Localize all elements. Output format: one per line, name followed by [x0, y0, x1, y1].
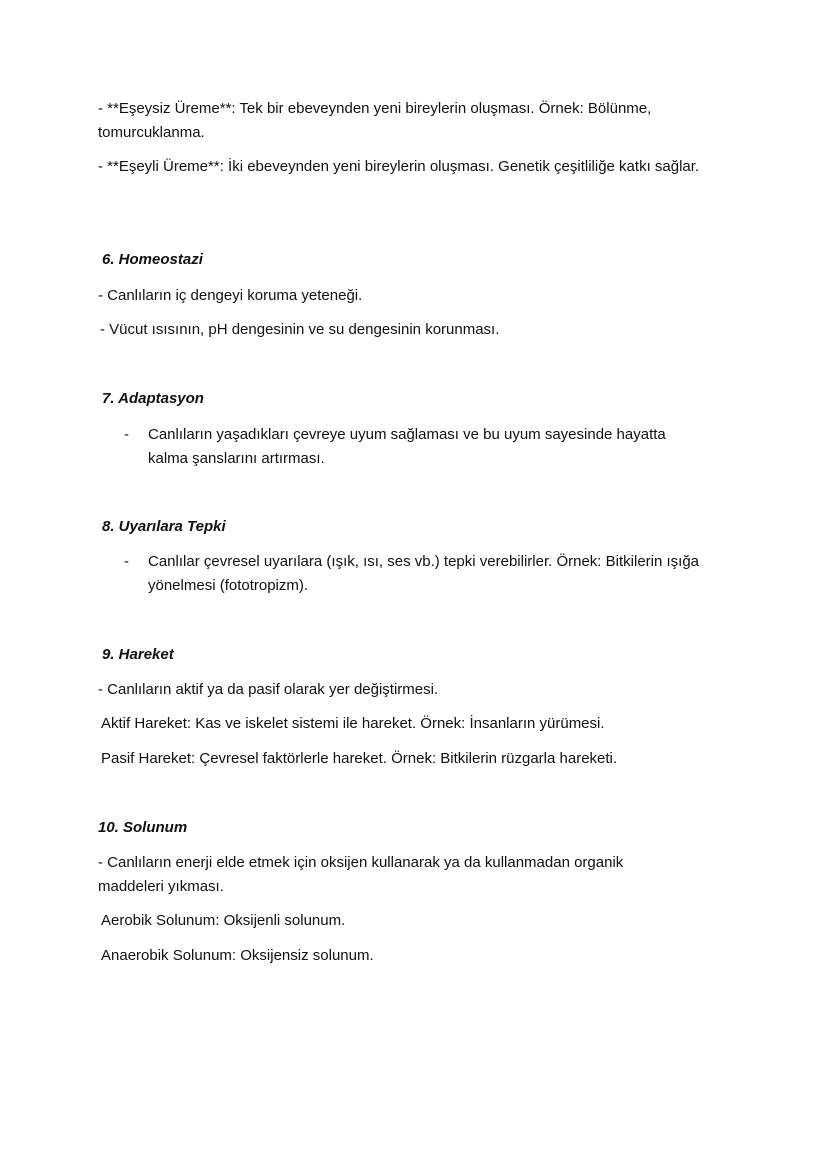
asexual-reproduction-text: - **Eşeysiz Üreme**: Tek bir ebeveynden yeni bireylerin oluşması. Örnek: Bölünme, tomurcuklanma. — [98, 100, 652, 141]
homeostasis-line-1: - Canlıların iç dengeyi koruma yeteneği. — [98, 287, 363, 304]
response-heading: 8. Uyarılara Tepki — [102, 518, 226, 535]
respiration-line-2: Aerobik Solunum: Oksijenli solunum. — [101, 912, 346, 929]
response-bullet: - — [124, 553, 129, 570]
homeostasis-line-2: - Vücut ısısının, pH dengesinin ve su dengesinin korunması. — [100, 321, 500, 338]
movement-line-1: - Canlıların aktif ya da pasif olarak yer değiştirmesi. — [98, 681, 439, 698]
adaptation-heading: 7. Adaptasyon — [102, 390, 204, 407]
response-text: Canlılar çevresel uyarılara (ışık, ısı, ses vb.) tepki verebilirler. Örnek: Bitkilerin ışığa yönelmesi (fototropizm). — [148, 553, 700, 594]
movement-heading: 9. Hareket — [102, 646, 174, 663]
adaptation-bullet: - — [124, 426, 129, 443]
respiration-line-3: Anaerobik Solunum: Oksijensiz solunum. — [101, 947, 374, 964]
adaptation-text: Canlıların yaşadıkları çevreye uyum sağlaması ve bu uyum sayesinde hayatta kalma şanslarını artırması. — [148, 426, 666, 467]
homeostasis-heading: 6. Homeostazi — [102, 251, 203, 268]
movement-line-2: Aktif Hareket: Kas ve iskelet sistemi ile hareket. Örnek: İnsanların yürümesi. — [101, 715, 605, 732]
movement-line-3: Pasif Hareket: Çevresel faktörlerle hareket. Örnek: Bitkilerin rüzgarla hareketi. — [101, 750, 618, 767]
respiration-heading: 10. Solunum — [98, 819, 188, 836]
respiration-line-1: - Canlıların enerji elde etmek için oksijen kullanarak ya da kullanmadan organik maddeleri yıkması. — [98, 854, 624, 895]
sexual-reproduction-text: - **Eşeyli Üreme**: İki ebeveynden yeni bireylerin oluşması. Genetik çeşitliliğe katkı sağlar. — [98, 158, 700, 175]
